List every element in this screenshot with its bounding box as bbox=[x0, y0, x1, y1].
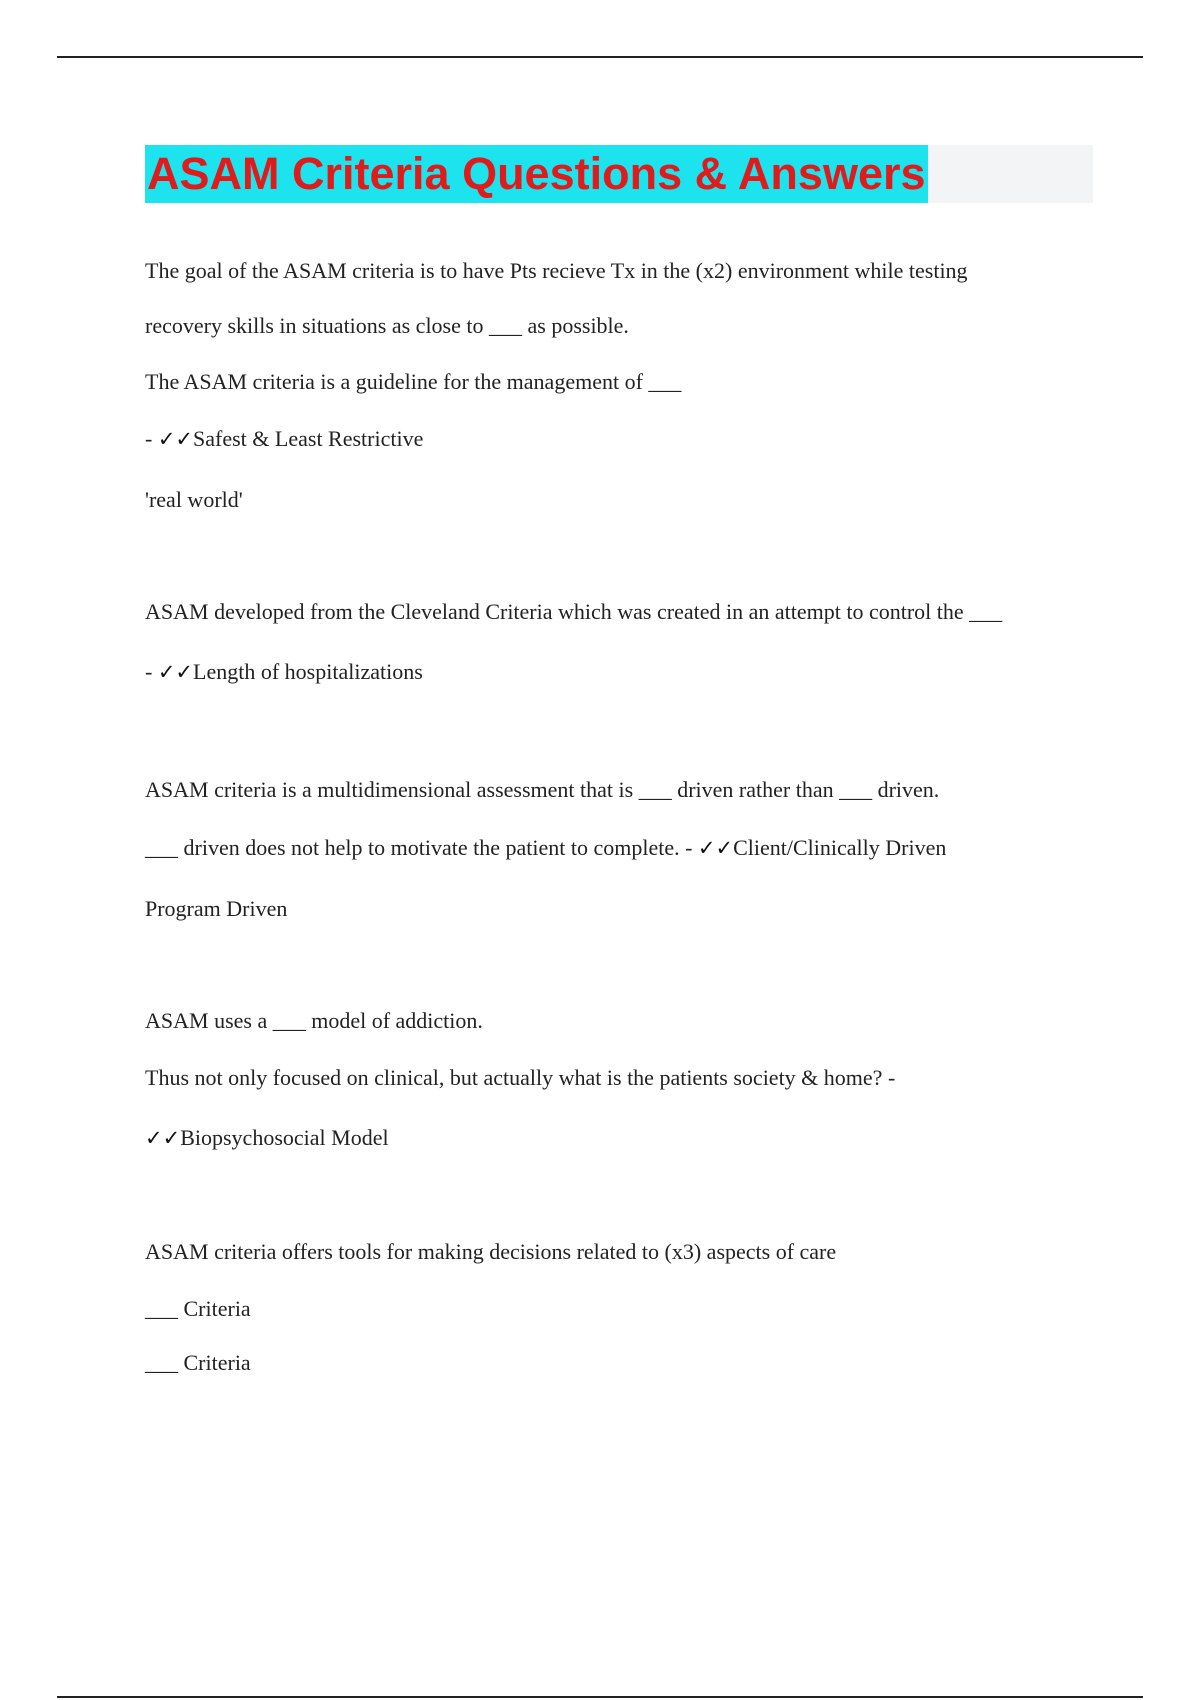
q1-line-2: recovery skills in situations as close to ___ as possible. bbox=[145, 313, 629, 338]
footer-rule bbox=[57, 1696, 1143, 1698]
q3-line-1: ASAM criteria is a multidimensional assessment that is ___ driven rather than ___ driven. bbox=[145, 777, 940, 802]
q4-answer bbox=[145, 1124, 389, 1152]
answer-text: Client/Clinically Driven bbox=[733, 835, 947, 860]
answer-prefix: - bbox=[145, 426, 158, 451]
question-text: ___ driven does not help to motivate the patient to complete. - bbox=[145, 835, 698, 860]
answer-prefix: - bbox=[145, 659, 158, 684]
q4-line-1: ASAM uses a ___ model of addiction. bbox=[145, 1008, 483, 1033]
q5-line-1: ASAM criteria offers tools for making decisions related to (x3) aspects of care bbox=[145, 1239, 837, 1264]
q5-line-3: ___ Criteria bbox=[145, 1350, 251, 1375]
q1-answer bbox=[145, 425, 423, 453]
q1-answer-extra: 'real world' bbox=[145, 487, 243, 512]
answer-text: Biopsychosocial Model bbox=[180, 1125, 389, 1150]
check-icon: ✓✓ bbox=[157, 660, 194, 684]
q3-answer-extra: Program Driven bbox=[145, 896, 288, 921]
answer-text: Length of hospitalizations bbox=[193, 659, 423, 684]
q1-line-3: The ASAM criteria is a guideline for the management of ___ bbox=[145, 369, 682, 394]
header-rule bbox=[57, 56, 1143, 58]
answer-text: Safest & Least Restrictive bbox=[193, 426, 424, 451]
q5-line-2: ___ Criteria bbox=[145, 1296, 251, 1321]
q3-line-2 bbox=[145, 834, 946, 862]
check-icon: ✓✓ bbox=[697, 836, 734, 860]
check-icon: ✓✓ bbox=[145, 1126, 181, 1150]
check-icon: ✓✓ bbox=[157, 427, 194, 451]
q1-line-1: The goal of the ASAM criteria is to have Pts recieve Tx in the (x2) environment while testing bbox=[145, 258, 968, 283]
q2-line-1: ASAM developed from the Cleveland Criteria which was created in an attempt to control the ___ bbox=[145, 599, 1003, 624]
q2-answer bbox=[145, 658, 423, 686]
document-title: ASAM Criteria Questions & Answers bbox=[145, 145, 928, 203]
q4-line-2: Thus not only focused on clinical, but actually what is the patients society & home? - bbox=[145, 1065, 896, 1090]
